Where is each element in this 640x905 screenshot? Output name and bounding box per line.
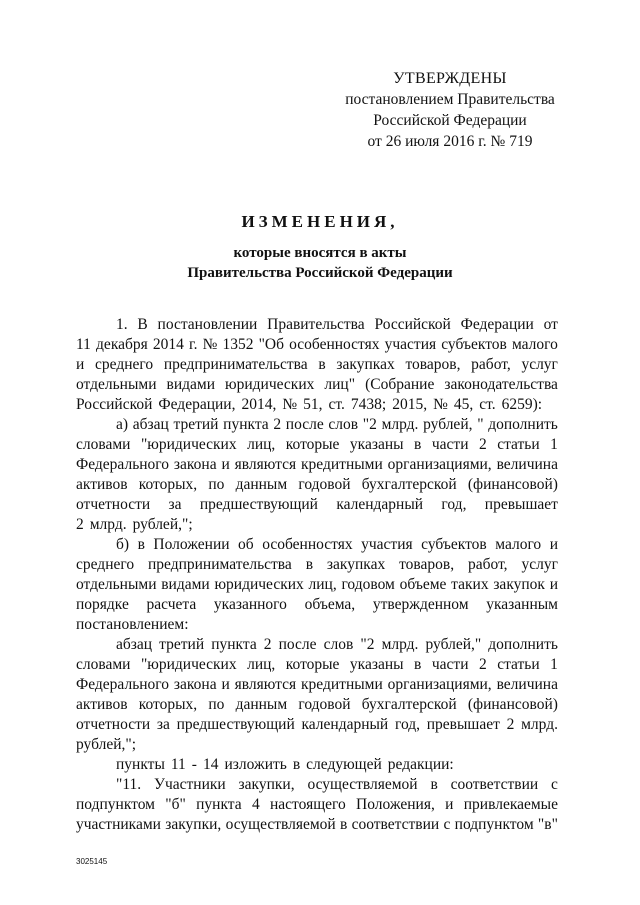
body-line: и среднего предпринимательства в закупках товаров, работ, услуг bbox=[76, 356, 558, 373]
body-line: 2 млрд. рублей,"; bbox=[76, 516, 193, 533]
body-line: активов которых, по данным годовой бухгалтерской (финансовой) bbox=[76, 696, 558, 713]
body-line: подпунктом "б" пункта 4 настоящего Положения, и привлекаемые bbox=[76, 796, 558, 813]
body-line: отчетности за предшествующий календарный год, превышает bbox=[76, 496, 558, 513]
subtitle-line-2: Правительства Российской Федерации bbox=[187, 265, 453, 281]
body-line: а) абзац третий пункта 2 после слов "2 млрд. рублей, " дополнить bbox=[116, 416, 558, 433]
body-line: б) в Положении об особенностях участия субъектов малого и bbox=[116, 536, 558, 553]
body-line: отдельными видами юридических лиц" (Собрание законодательства bbox=[76, 376, 558, 393]
footer-code: 3025145 bbox=[76, 857, 108, 866]
subtitle-line-1: которые вносятся в акты bbox=[233, 245, 407, 261]
body-line: активов которых, по данным годовой бухгалтерской (финансовой) bbox=[76, 476, 558, 493]
body-line: постановлением: bbox=[76, 616, 189, 633]
body-line: словами "юридических лиц, которые указаны в части 2 статьи 1 bbox=[76, 436, 558, 453]
approval-line-3: от 26 июля 2016 г. № 719 bbox=[367, 133, 533, 150]
body-line: участниками закупки, осуществляемой в соответствии с подпунктом "в" bbox=[76, 816, 558, 833]
body-line: Федерального закона и являются кредитными организациями, величина bbox=[76, 676, 558, 693]
body-line: пункты 11 - 14 изложить в следующей редакции: bbox=[116, 756, 454, 773]
approval-line-2: Российской Федерации bbox=[373, 112, 527, 129]
body-line: отдельными видами юридических лиц, годовом объеме таких закупок и bbox=[76, 576, 558, 593]
body-line: среднего предпринимательства в закупках товаров, работ, услуг bbox=[76, 556, 558, 573]
body-line: 11 декабря 2014 г. № 1352 "Об особенностях участия субъектов малого bbox=[76, 336, 558, 353]
body-line: 1. В постановлении Правительства Российской Федерации от bbox=[116, 316, 558, 333]
document-title: ИЗМЕНЕНИЯ, bbox=[241, 212, 399, 231]
body-line: "11. Участники закупки, осуществляемой в соответствии с bbox=[116, 776, 558, 793]
body-line: порядке расчета указанного объема, утвержденном указанным bbox=[76, 596, 558, 613]
body-line: Российской Федерации, 2014, № 51, ст. 7438; 2015, № 45, ст. 6259): bbox=[76, 396, 543, 413]
body-line: рублей,"; bbox=[76, 736, 137, 753]
body-line: словами "юридических лиц, которые указаны в части 2 статьи 1 bbox=[76, 656, 558, 673]
body-line: отчетности за предшествующий календарный год, превышает 2 млрд. bbox=[76, 716, 558, 733]
approval-line-1: постановлением Правительства bbox=[345, 91, 555, 108]
body-line: абзац третий пункта 2 после слов "2 млрд. рублей," дополнить bbox=[116, 636, 558, 653]
body-line: Федерального закона и являются кредитными организациями, величина bbox=[76, 456, 558, 473]
approval-heading: УТВЕРЖДЕНЫ bbox=[393, 70, 507, 87]
document-subtitle bbox=[0, 243, 640, 283]
document-body bbox=[76, 315, 558, 835]
approval-stamp bbox=[300, 68, 600, 152]
